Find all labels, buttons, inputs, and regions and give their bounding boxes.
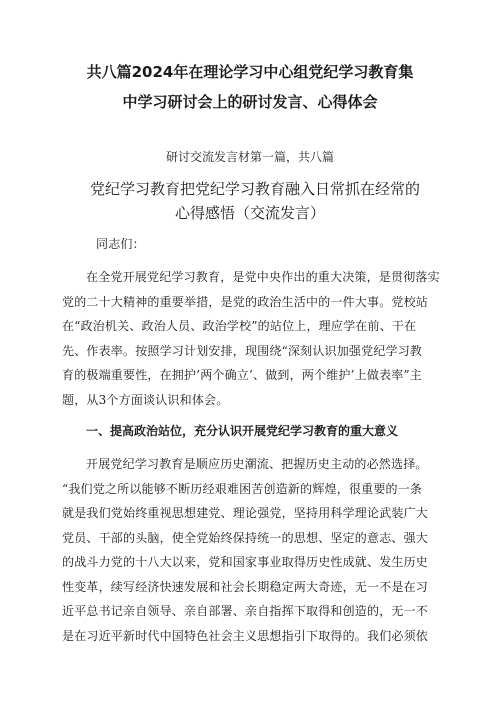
paragraph-2 xyxy=(62,452,440,648)
paragraph-1-line: 党的二十大精神的重要举措，是党的政治生活中的一件大事。党校站 xyxy=(62,294,429,309)
speech-title-line-2: 心得感悟（交流发言） xyxy=(174,204,325,222)
paragraph-1-line: 育的极端重要性，在拥护’两个确立’、做到，两个维护’上做表率”主 xyxy=(62,368,422,382)
paragraph-2-line: “我们党之所以能够不断历经艰难困苦创造新的辉煌，很重要的一条 xyxy=(62,481,423,496)
paragraph-2-line: 的战斗力党的十八大以来，党和国家事业取得历史性成就、发生历史 xyxy=(62,555,429,569)
paragraph-2-line: 开展党纪学习教育是顺应历史潮流、把握历史主动的必然选择。 xyxy=(86,457,428,471)
section-heading-1: 一、提高政治站位，充分认识开展党纪学习教育的重大意义 xyxy=(86,424,399,438)
paragraph-1 xyxy=(62,265,440,412)
document-title-line-2: 中学习研讨会上的研讨发言、心得体会 xyxy=(122,93,378,111)
salutation: 同志们： xyxy=(96,237,145,251)
paragraph-2-line: 性变革，续写经济快速发展和社会长期稳定两大奇迹，无一不是在习 xyxy=(62,579,429,594)
document-subheading: 研讨交流发言材第一篇，共八篇 xyxy=(165,150,334,164)
paragraph-1-line: 先、作表率。按照学习计划安排，现围绕“深刻认识加强党纪学习教 xyxy=(62,343,423,358)
paragraph-2-line: 党员、干部的头脑，使全党始终保持统一的思想、坚定的意志、强大 xyxy=(62,530,429,545)
speech-title-line-1: 党纪学习教育把党纪学习教育融入日常抓在经常的 xyxy=(90,180,421,198)
paragraph-2-line: 近平总书记亲自领导、亲自部署、亲自指挥下取得和创造的，无一不 xyxy=(62,604,429,618)
paragraph-2-line: 是在习近平新时代中国特色社会主义思想指引下取得的。我们必须依 xyxy=(62,628,429,643)
paragraph-1-line: 在全党开展党纪学习教育，是党中央作出的重大决策，是贯彻落实 xyxy=(86,270,440,284)
paragraph-2-line: 就是我们党始终重视思想建党、理论强党，坚持用科学理论武装广大 xyxy=(62,506,429,520)
paragraph-1-line: 在“政治机关、政治人员、政治学校”的站位上，理应学在前、干在 xyxy=(62,319,417,333)
document-title-line-1: 共八篇2024年在理论学习中心组党纪学习教育集 xyxy=(86,63,414,81)
paragraph-1-line: 题，从3个方面谈认识和体会。 xyxy=(62,392,229,407)
